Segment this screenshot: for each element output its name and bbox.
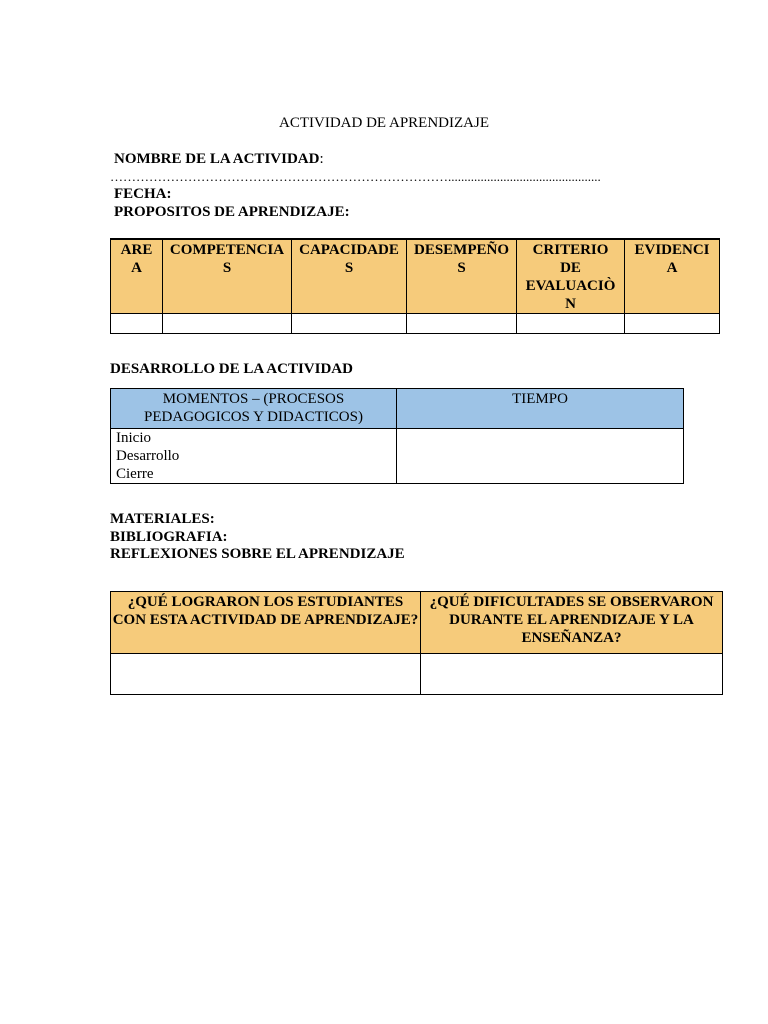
header-logros: ¿QUÉ LOGRARON LOS ESTUDIANTES CON ESTA ACTIVIDAD DE APRENDIZAJE? [111, 592, 421, 654]
propositos-table [110, 238, 720, 334]
header-criterio-l4: N [565, 296, 576, 312]
header-evidencia-l1: EVIDENCI [634, 242, 710, 258]
cell-area[interactable] [111, 314, 163, 334]
nombre-actividad-label [114, 150, 324, 168]
cell-desempenos[interactable] [407, 314, 517, 334]
header-competencias [163, 239, 292, 314]
header-competencias-l2: S [222, 260, 232, 276]
header-criterio-l3: EVALUACIÒ [525, 278, 616, 294]
cell-dificultades[interactable] [421, 654, 723, 695]
header-desempenos [407, 239, 517, 314]
header-capacidades-l2: S [344, 260, 354, 276]
header-area [111, 239, 163, 314]
propositos-empty-row [111, 314, 720, 334]
desarrollo-header-row [111, 389, 684, 429]
header-tiempo: TIEMPO [397, 389, 684, 429]
reflexiones-header-row [111, 592, 723, 654]
fecha-label: FECHA: [114, 186, 172, 202]
cell-criterio[interactable] [517, 314, 625, 334]
header-criterio-l1: CRITERIO [532, 242, 609, 258]
header-momentos: MOMENTOS – (PROCESOS PEDAGOGICOS Y DIDACTICOS) [111, 389, 397, 429]
propositos-header-row [111, 239, 720, 314]
header-evidencia [625, 239, 720, 314]
cell-momentos[interactable] [111, 429, 397, 484]
header-capacidades [292, 239, 407, 314]
nombre-dots-line: ……………………………………………………………………............................................... [110, 169, 601, 184]
header-evidencia-l2: A [666, 260, 678, 276]
desarrollo-heading: DESARROLLO DE LA ACTIVIDAD [110, 361, 353, 377]
cell-tiempo[interactable] [397, 429, 684, 484]
header-criterio-l2: DE [560, 260, 581, 276]
header-criterio [517, 239, 625, 314]
momento-cierre: Cierre [116, 466, 154, 482]
header-desempenos-l2: S [457, 260, 466, 276]
header-area-l2: A [131, 260, 142, 276]
bibliografia-label: BIBLIOGRAFIA: [110, 529, 228, 545]
nombre-colon: : [319, 151, 324, 167]
header-desempenos-l1: DESEMPEÑO [413, 242, 509, 258]
cell-evidencia[interactable] [625, 314, 720, 334]
reflexiones-row [111, 654, 723, 695]
header-capacidades-l1: CAPACIDADE [299, 242, 399, 258]
desarrollo-row [111, 429, 684, 484]
reflexiones-label: REFLEXIONES SOBRE EL APRENDIZAJE [110, 546, 405, 562]
reflexiones-table [110, 591, 723, 695]
propositos-label: PROPOSITOS DE APRENDIZAJE: [114, 204, 350, 220]
header-competencias-l1: COMPETENCIA [169, 242, 285, 258]
momento-inicio: Inicio [116, 430, 151, 446]
materiales-label: MATERIALES: [110, 511, 215, 527]
header-area-l1: ARE [120, 242, 153, 258]
cell-logros[interactable] [111, 654, 421, 695]
desarrollo-table [110, 388, 684, 484]
cell-capacidades[interactable] [292, 314, 407, 334]
cell-competencias[interactable] [163, 314, 292, 334]
nombre-actividad-text: NOMBRE DE LA ACTIVIDAD [114, 151, 320, 167]
momento-desarrollo: Desarrollo [116, 448, 180, 464]
header-dificultades: ¿QUÉ DIFICULTADES SE OBSERVARON DURANTE EL APRENDIZAJE Y LA ENSEÑANZA? [421, 592, 723, 654]
document-title: ACTIVIDAD DE APRENDIZAJE [279, 115, 489, 131]
